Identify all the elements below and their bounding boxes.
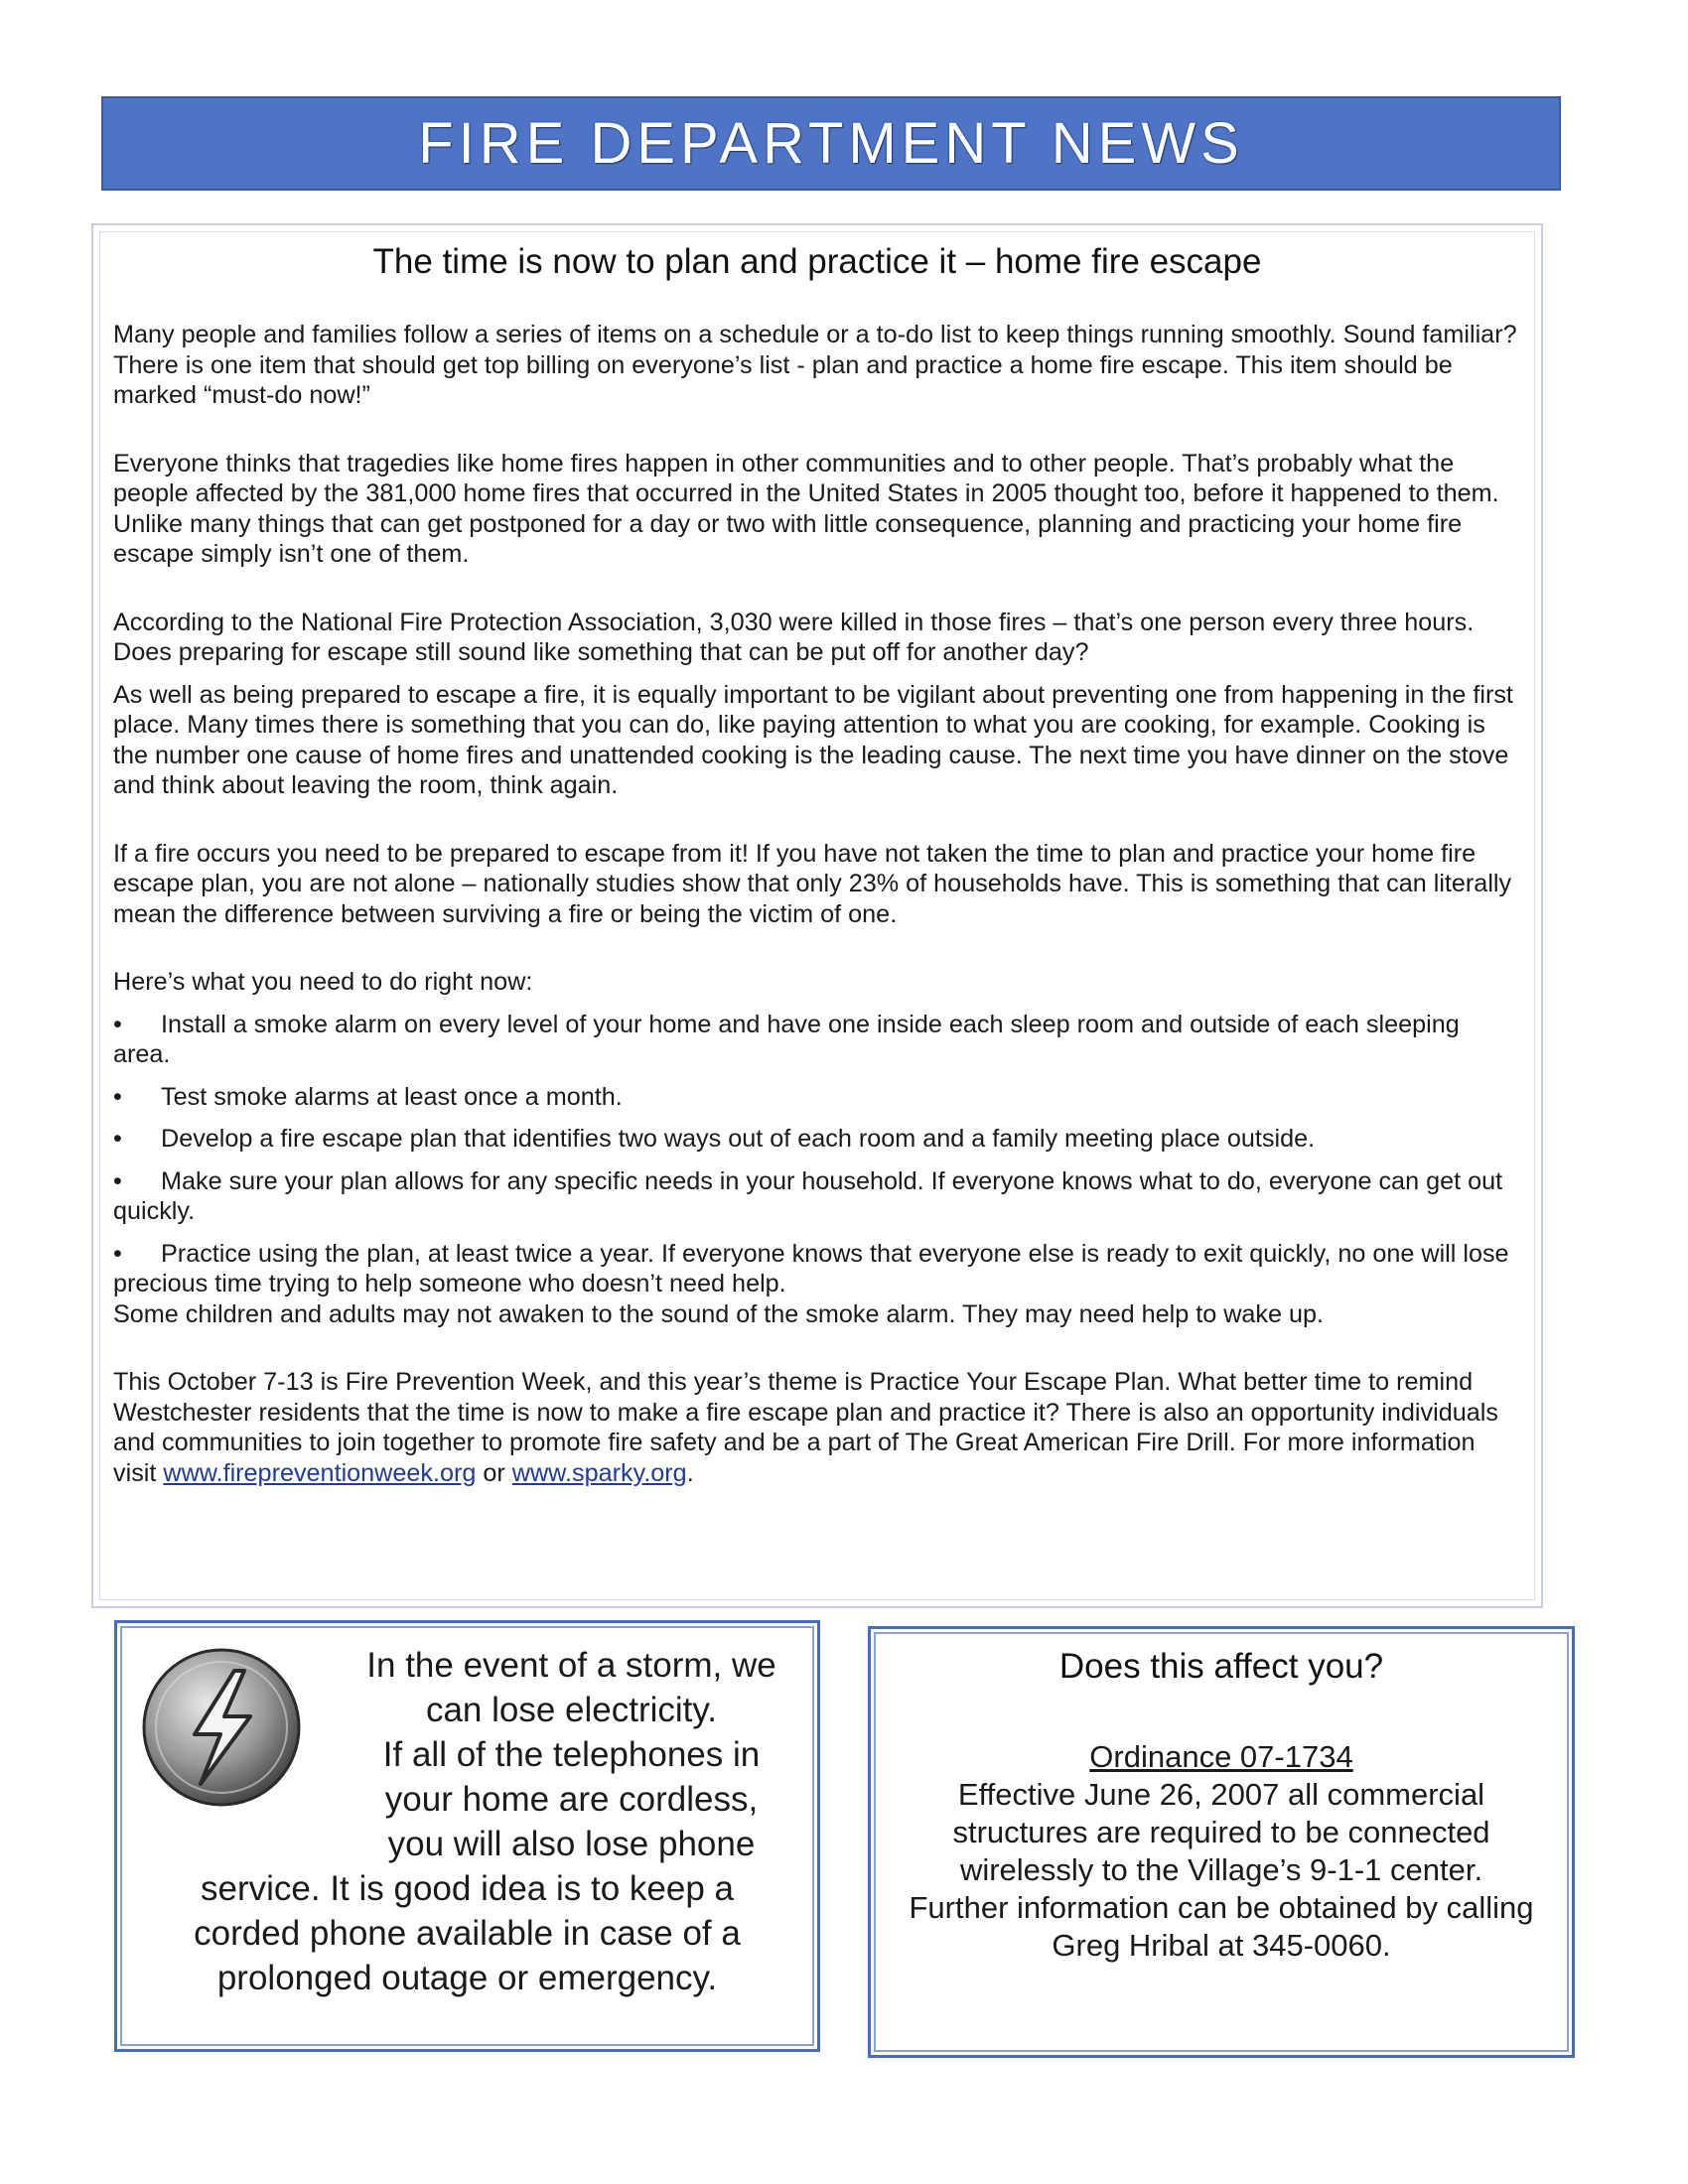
after-list-text: Some children and adults may not awaken to the sound of the smoke alarm. They may need help to wake up. [113, 1299, 1325, 1328]
closing-text: This October 7-13 is Fire Prevention Week, and this year’s theme is Practice Your Escape Plan. What better time to remind Westchester residents that the time is now to make a fire escape plan and practice it? There is also an opportunity individuals and communities to join together to promote fire safety and be a part of The Great American Fire Drill. For more information visit [113, 1368, 1498, 1487]
paragraph-3: According to the National Fire Protection Association, 3,030 were killed in those fires – that’s one person every three hours. Does preparing for escape still sound like something that can be put off for another day? [113, 608, 1475, 666]
closing-paragraph [113, 1367, 1523, 1488]
fire-prevention-week-link[interactable]: www.firepreventionweek.org [163, 1458, 477, 1487]
bullet-glyph: • [113, 1082, 122, 1111]
bullet-glyph: • [113, 1239, 122, 1268]
list-item [113, 1124, 1523, 1155]
link-joiner: or [483, 1458, 505, 1487]
list-item [113, 1010, 1523, 1070]
banner-title: FIRE DEPARTMENT NEWS [418, 111, 1244, 176]
paragraph-5: If a fire occurs you need to be prepared to escape from it! If you have not taken the time to plan and practice your home fire escape plan, you are not alone – nationally studies show that only 23% of households have. This is something that can literally mean the difference between surviving a fire or being the victim of one. [113, 839, 1512, 928]
ordinance-box [868, 1626, 1575, 2058]
paragraph-4: As well as being prepared to escape a fire, it is equally important to be vigilant about preventing one from happening in the first place. Many times there is something that you can do, like paying attention to what you are cooking, for example. Cooking is the number one cause of home fires and unattended cooking is the leading cause. The next time you have dinner on the stove and think about leaving the room, think again. [113, 680, 1513, 799]
storm-line: you will also lose phone [387, 1825, 756, 1863]
list-item [113, 1082, 1523, 1113]
ordinance-box-title: Does this affect you? [1058, 1647, 1384, 1686]
bullet-glyph: • [113, 1166, 122, 1195]
storm-line: service. It is good idea is to keep a [201, 1869, 734, 1908]
list-item-text: Make sure your plan allows for any specific needs in your household. If everyone knows what to do, everyone can get out quickly. [113, 1166, 1503, 1225]
storm-line: If all of the telephones in [382, 1735, 761, 1774]
list-item-text: Test smoke alarms at least once a month. [161, 1082, 623, 1111]
storm-line: In the event of a storm, we [366, 1646, 776, 1685]
storm-notice-box [114, 1620, 820, 2052]
banner [101, 96, 1561, 191]
paragraph-2: Everyone thinks that tragedies like home fires happen in other communities and to other people. That’s probably what the people affected by the 381,000 home fires that occurred in the United States in 2005 thought too, before it happened to them. Unlike many things that can get postponed for a day or two with little consequence, planning and practicing your home fire escape simply isn’t one of them. [113, 449, 1499, 568]
list-intro: Here’s what you need to do right now: [113, 968, 533, 996]
list-item-text: Install a smoke alarm on every level of your home and have one inside each sleep room and outside of each sleeping area. [113, 1010, 1460, 1068]
ordinance-line: Greg Hribal at 345-0060. [1052, 1928, 1391, 1963]
ordinance-heading: Ordinance 07-1734 [1089, 1739, 1353, 1774]
article-title: The time is now to plan and practice it – home fire escape [372, 242, 1262, 281]
list-item-text: Develop a fire escape plan that identifies two ways out of each room and a family meeting place outside. [161, 1125, 1316, 1153]
storm-line: your home are cordless, [384, 1780, 759, 1819]
storm-line: prolonged outage or emergency. [216, 1959, 718, 1997]
paragraph-1: Many people and families follow a series of items on a schedule or a to-do list to keep things running smoothly. Sound familiar? There is one item that should get top billing on everyone’s list - plan and practice a home fire escape. This item should be marked “must-do now!” [113, 321, 1517, 409]
bullet-glyph: • [113, 1125, 122, 1153]
article-body [113, 320, 1523, 1488]
ordinance-line: Further information can be obtained by calling [909, 1890, 1534, 1925]
list-item [113, 1239, 1523, 1299]
bullet-glyph: • [113, 1010, 122, 1038]
list-item [113, 1166, 1523, 1227]
storm-line: can lose electricity. [425, 1691, 718, 1729]
storm-notice-text [117, 1643, 817, 2000]
ordinance-line: structures are required to be connected [952, 1815, 1490, 1849]
ordinance-line: wirelessly to the Village’s 9-1-1 center. [959, 1852, 1483, 1887]
sparky-link[interactable]: www.sparky.org [511, 1458, 687, 1487]
ordinance-line: Effective June 26, 2007 all commercial [957, 1777, 1485, 1812]
closing-end: . [686, 1458, 694, 1487]
ordinance-body [871, 1738, 1572, 1965]
storm-line: corded phone available in case of a [194, 1914, 741, 1953]
article-box [91, 223, 1543, 1608]
list-item-text: Practice using the plan, at least twice a year. If everyone knows that everyone else is ready to exit quickly, no one will lose precious time trying to help someone who doesn’t need help. [113, 1239, 1509, 1297]
